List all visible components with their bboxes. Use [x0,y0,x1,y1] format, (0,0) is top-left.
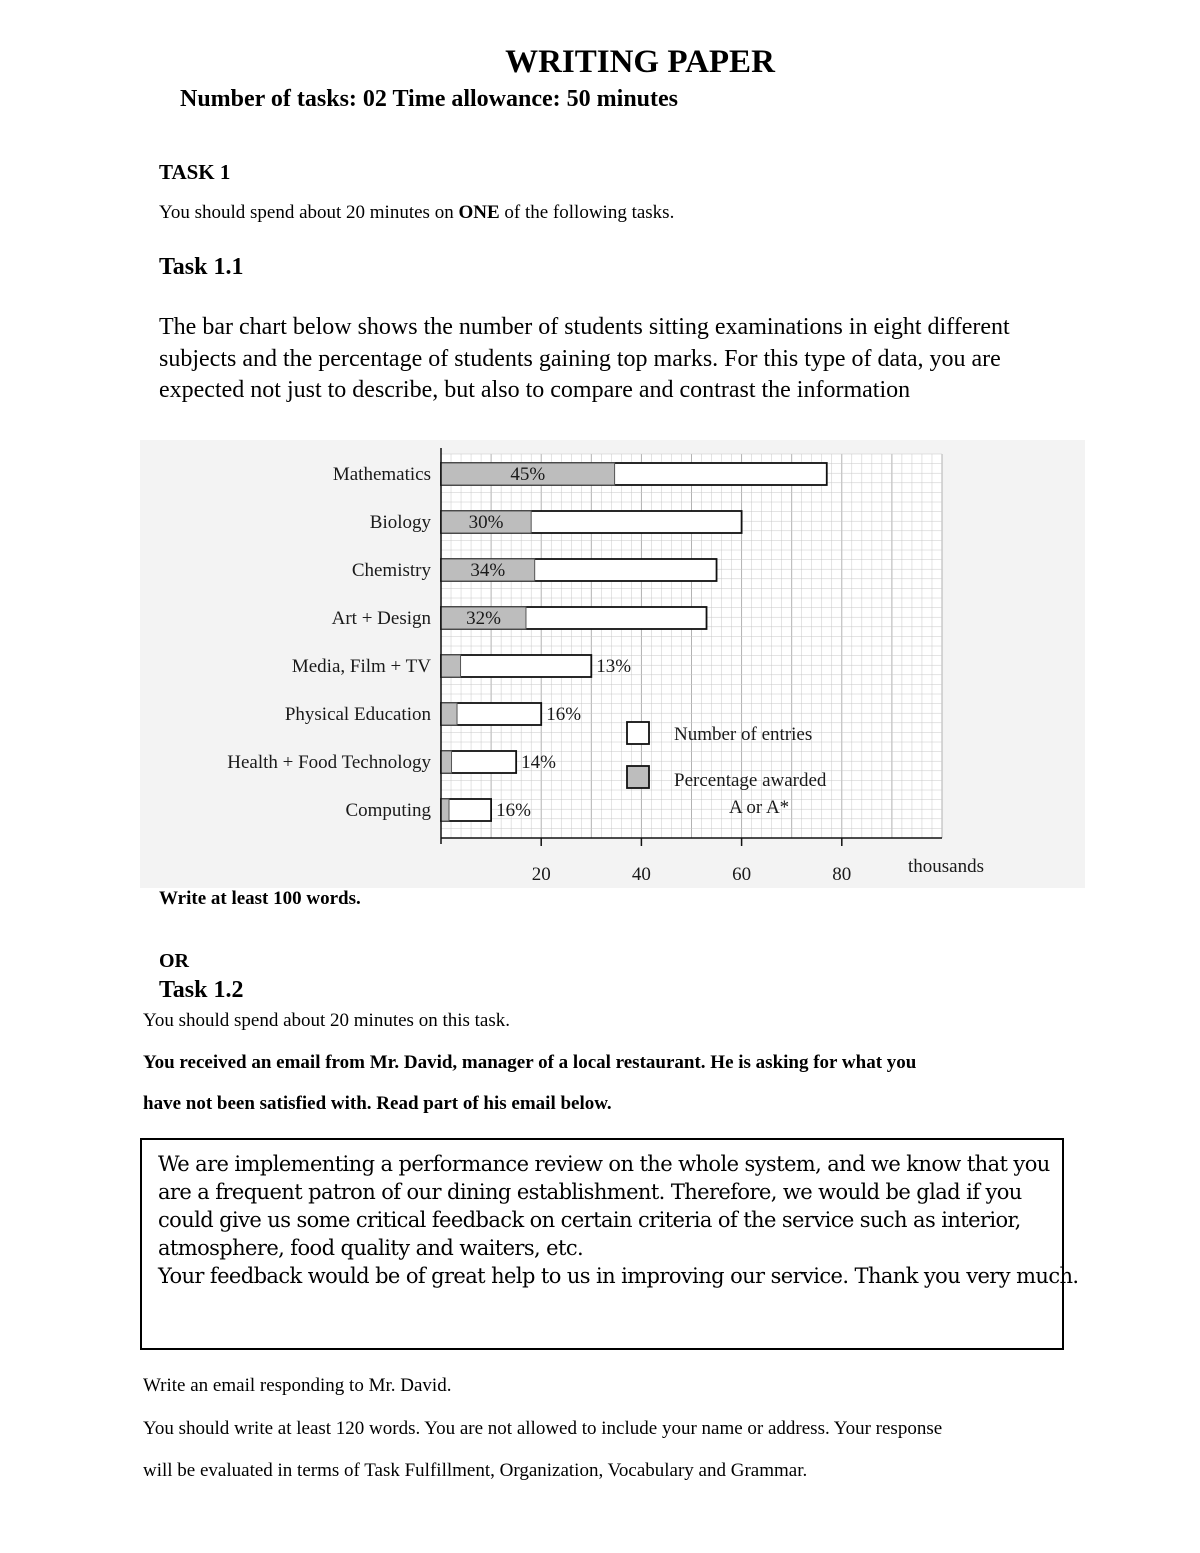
email-excerpt-box [140,1138,1079,1350]
category-label: Art + Design [331,608,431,629]
awarded-bar [441,655,461,677]
x-tick-label: 60 [732,864,752,885]
email-line: atmosphere, food quality and waiters, etc. [158,1236,584,1260]
task1-word-requirement: Write at least 100 words. [159,888,361,909]
task-1-1-heading: Task 1.1 [159,254,244,280]
percent-label: 32% [466,608,501,629]
task-1-2-heading: Task 1.2 [159,977,244,1003]
paper-subtitle: Number of tasks: 02 Time allowance: 50 minutes [180,86,678,112]
category-label: Media, Film + TV [291,656,431,677]
task-1-2-instruction: You should spend about 20 minutes on this task. [143,1010,511,1031]
email-line: We are implementing a performance review on the whole system, and we know that you [158,1152,1050,1176]
percent-label: 34% [470,560,506,581]
percent-label: 16% [546,704,582,725]
percent-label: 13% [596,656,632,677]
category-label: Computing [345,800,431,821]
entries-bar [441,655,591,677]
task1-heading: TASK 1 [159,160,231,184]
percent-label: 16% [496,800,531,821]
email-line: Your feedback would be of great help to us in improving our service. Thank you very much. [158,1264,1079,1288]
entries-bar [441,751,516,773]
x-tick-label: 40 [631,864,651,885]
page-title: WRITING PAPER [505,44,775,80]
bar-chart [140,440,1085,888]
response-requirements [143,1408,1143,1492]
x-tick-label: 20 [531,864,551,885]
email-line: are a frequent patron of our dining establishment. Therefore, we would be glad if you [158,1180,1022,1204]
task-1-1-description [159,312,1149,407]
legend-swatch-awarded [627,766,649,788]
email-excerpt-text [158,1150,1079,1290]
category-label: Physical Education [284,704,431,725]
description-line: expected not just to describe, but also to compare and contrast the information [159,377,911,403]
task1-instruction-pre: You should spend about 20 minutes on [159,202,459,223]
bar-chart-svg [140,440,1085,888]
response-line: will be evaluated in terms of Task Fulfillment, Organization, Vocabulary and Grammar. [143,1460,808,1481]
awarded-bar [441,799,449,821]
task1-instruction-bold: ONE [458,202,500,223]
legend-label-entries: Number of entries [674,724,813,745]
description-line: The bar chart below shows the number of students sitting examinations in eight different [159,314,1010,340]
percent-label: 45% [510,464,546,485]
category-label: Biology [369,512,431,533]
legend-label-awarded: Percentage awarded [674,770,827,791]
description-line: subjects and the percentage of students gaining top marks. For this type of data, you are [159,345,1001,372]
x-tick-label: 80 [832,864,852,885]
category-label: Chemistry [351,560,431,581]
awarded-bar [441,751,452,773]
response-line: You should write at least 120 words. You are not allowed to include your name or address. Your response [143,1418,943,1439]
email-line: could give us some critical feedback on certain criteria of the service such as interior, [158,1208,1021,1232]
percent-label: 30% [468,512,504,533]
x-axis-label: thousands [908,856,984,877]
prompt-line: have not been satisfied with. Read part of his email below. [143,1093,612,1114]
percent-label: 14% [521,752,556,773]
category-label: Health + Food Technology [227,752,431,773]
awarded-bar [441,703,457,725]
legend-label-awarded-grade: A or A* [729,797,790,818]
prompt-line: You received an email from Mr. David, manager of a local restaurant. He is asking for what you [143,1052,917,1073]
legend-swatch-entries [627,722,649,744]
category-label: Mathematics [332,464,431,485]
task1-instruction [159,202,674,224]
or-label: OR [159,950,189,972]
response-instruction: Write an email responding to Mr. David. [143,1375,452,1396]
task1-instruction-post: of the following tasks. [499,202,675,223]
task-1-2-prompt [143,1042,1143,1124]
